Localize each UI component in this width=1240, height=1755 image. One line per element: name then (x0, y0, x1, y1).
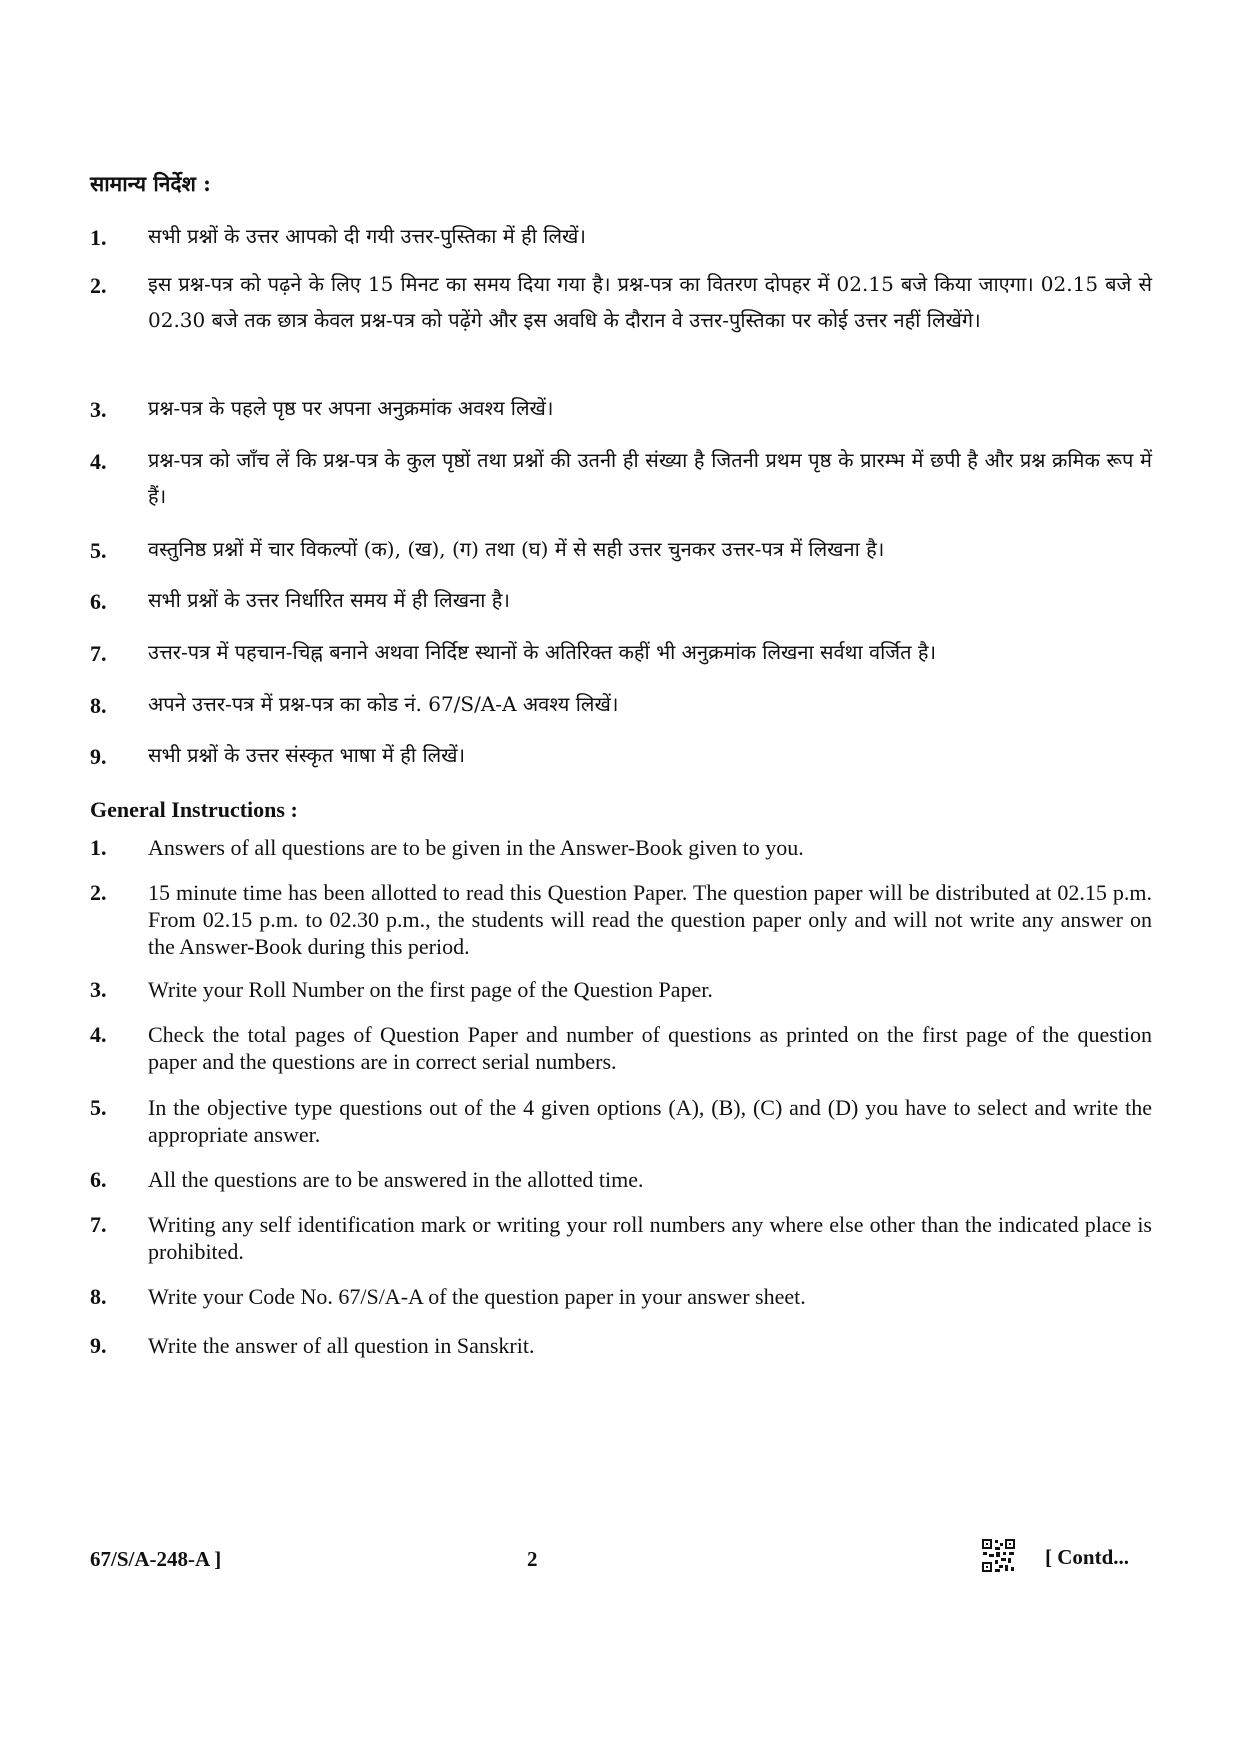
english-instruction-3 (90, 976, 1152, 1003)
instruction-number: 8. (90, 1284, 107, 1309)
instruction-number: 3. (90, 397, 107, 422)
instruction-text: उत्तर-पत्र में पहचान-चिह्न बनाने अथवा निर्दिष्ट स्थानों के अतिरिक्त कहीं भी अनुक्रमांक लिखना सर्वथा वर्जित है। (148, 640, 937, 664)
instruction-text: All the questions are to be answered in the allotted time. (148, 1167, 644, 1192)
instruction-number: 3. (90, 977, 107, 1002)
instruction-number: 9. (90, 744, 107, 769)
instruction-text: Answers of all questions are to be given in the Answer-Book given to you. (148, 835, 804, 860)
hindi-instructions-heading: सामान्य निर्देश : (90, 171, 211, 196)
hindi-instruction-3 (90, 390, 1152, 428)
instruction-number: 6. (90, 589, 107, 614)
english-instruction-2 (90, 879, 1152, 960)
general-instructions-heading: General Instructions : (90, 797, 298, 822)
instruction-text: प्रश्न-पत्र के पहले पृष्ठ पर अपना अनुक्रमांक अवश्य लिखें। (148, 396, 554, 420)
instruction-text: सभी प्रश्नों के उत्तर संस्कृत भाषा में ही लिखें। (148, 743, 466, 767)
instruction-number: 7. (90, 641, 107, 666)
instruction-number: 8. (90, 693, 107, 718)
instruction-text: Write your Code No. 67/S/A-A of the question paper in your answer sheet. (148, 1284, 806, 1309)
instruction-text: 15 minute time has been allotted to read this Question Paper. The question paper will be distributed at 02.15 p.m. From 02.15 p.m. to 02.30 p.m., the students will read the question paper only and will not write any answer on the Answer-Book during this period. (148, 880, 1152, 959)
instruction-text: Check the total pages of Question Paper and number of questions as printed on the first page of the question paper and the questions are in correct serial numbers. (148, 1022, 1152, 1074)
instruction-text: वस्तुनिष्ठ प्रश्नों में चार विकल्पों (क), (ख), (ग) तथा (घ) में से सही उत्तर चुनकर उत्तर-पत्र में लिखना है। (148, 537, 885, 561)
hindi-instruction-9 (90, 737, 1152, 775)
instruction-text: Writing any self identification mark or writing your roll numbers any where else other than the indicated place is prohibited. (148, 1212, 1152, 1264)
qr-code-icon (981, 1538, 1016, 1573)
hindi-instruction-5 (90, 531, 1152, 569)
english-instruction-4 (90, 1021, 1152, 1075)
english-instruction-7 (90, 1211, 1152, 1265)
hindi-instruction-8 (90, 686, 1152, 724)
hindi-instruction-4 (90, 442, 1152, 514)
english-instruction-1 (90, 834, 1152, 861)
english-instruction-9 (90, 1332, 1152, 1359)
hindi-instruction-2 (90, 266, 1152, 338)
instruction-number: 5. (90, 538, 107, 563)
instruction-text: इस प्रश्न-पत्र को पढ़ने के लिए 15 मिनट का समय दिया गया है। प्रश्न-पत्र का वितरण दोपहर में 02.15 बजे किया जाएगा। 02.15 बजे से 02.30 बजे तक छात्र केवल प्रश्न-पत्र को पढ़ेंगे और इस अवधि के दौरान वे उत्तर-पुस्तिका पर कोई उत्तर नहीं लिखेंगे। (148, 272, 1152, 332)
continued-label: [ Contd... (1045, 1545, 1130, 1569)
instruction-text: In the objective type questions out of the 4 given options (A), (B), (C) and (D) you have to select and write the appropriate answer. (148, 1095, 1152, 1147)
instruction-number: 2. (90, 880, 107, 905)
instruction-text: सभी प्रश्नों के उत्तर निर्धारित समय में ही लिखना है। (148, 588, 510, 612)
hindi-instruction-6 (90, 582, 1152, 620)
instruction-number: 9. (90, 1333, 107, 1358)
instruction-number: 1. (90, 225, 107, 250)
english-instruction-6 (90, 1166, 1152, 1193)
instruction-text: अपने उत्तर-पत्र में प्रश्न-पत्र का कोड नं. 67/S/A-A अवश्य लिखें। (148, 692, 619, 716)
instruction-text: Write the answer of all question in Sanskrit. (148, 1333, 535, 1358)
instruction-number: 6. (90, 1167, 107, 1192)
hindi-instruction-1 (90, 218, 1152, 256)
english-instruction-5 (90, 1094, 1152, 1148)
instruction-number: 4. (90, 449, 107, 474)
paper-code: 67/S/A-248-A ] (90, 1547, 222, 1571)
instruction-text: Write your Roll Number on the first page of the Question Paper. (148, 977, 713, 1002)
instruction-number: 7. (90, 1212, 107, 1237)
instruction-number: 5. (90, 1095, 107, 1120)
page-number: 2 (527, 1547, 538, 1571)
instruction-number: 4. (90, 1022, 107, 1047)
instruction-number: 2. (90, 273, 107, 298)
english-instruction-8 (90, 1283, 1152, 1310)
instruction-number: 1. (90, 835, 107, 860)
hindi-instruction-7 (90, 634, 1152, 672)
instruction-text: प्रश्न-पत्र को जाँच लें कि प्रश्न-पत्र के कुल पृष्ठों तथा प्रश्नों की उतनी ही संख्या है जितनी प्रथम पृष्ठ के प्रारम्भ में छपी है और प्रश्न क्रमिक रूप में हैं। (148, 448, 1152, 508)
instruction-text: सभी प्रश्नों के उत्तर आपको दी गयी उत्तर-पुस्तिका में ही लिखें। (148, 224, 586, 248)
